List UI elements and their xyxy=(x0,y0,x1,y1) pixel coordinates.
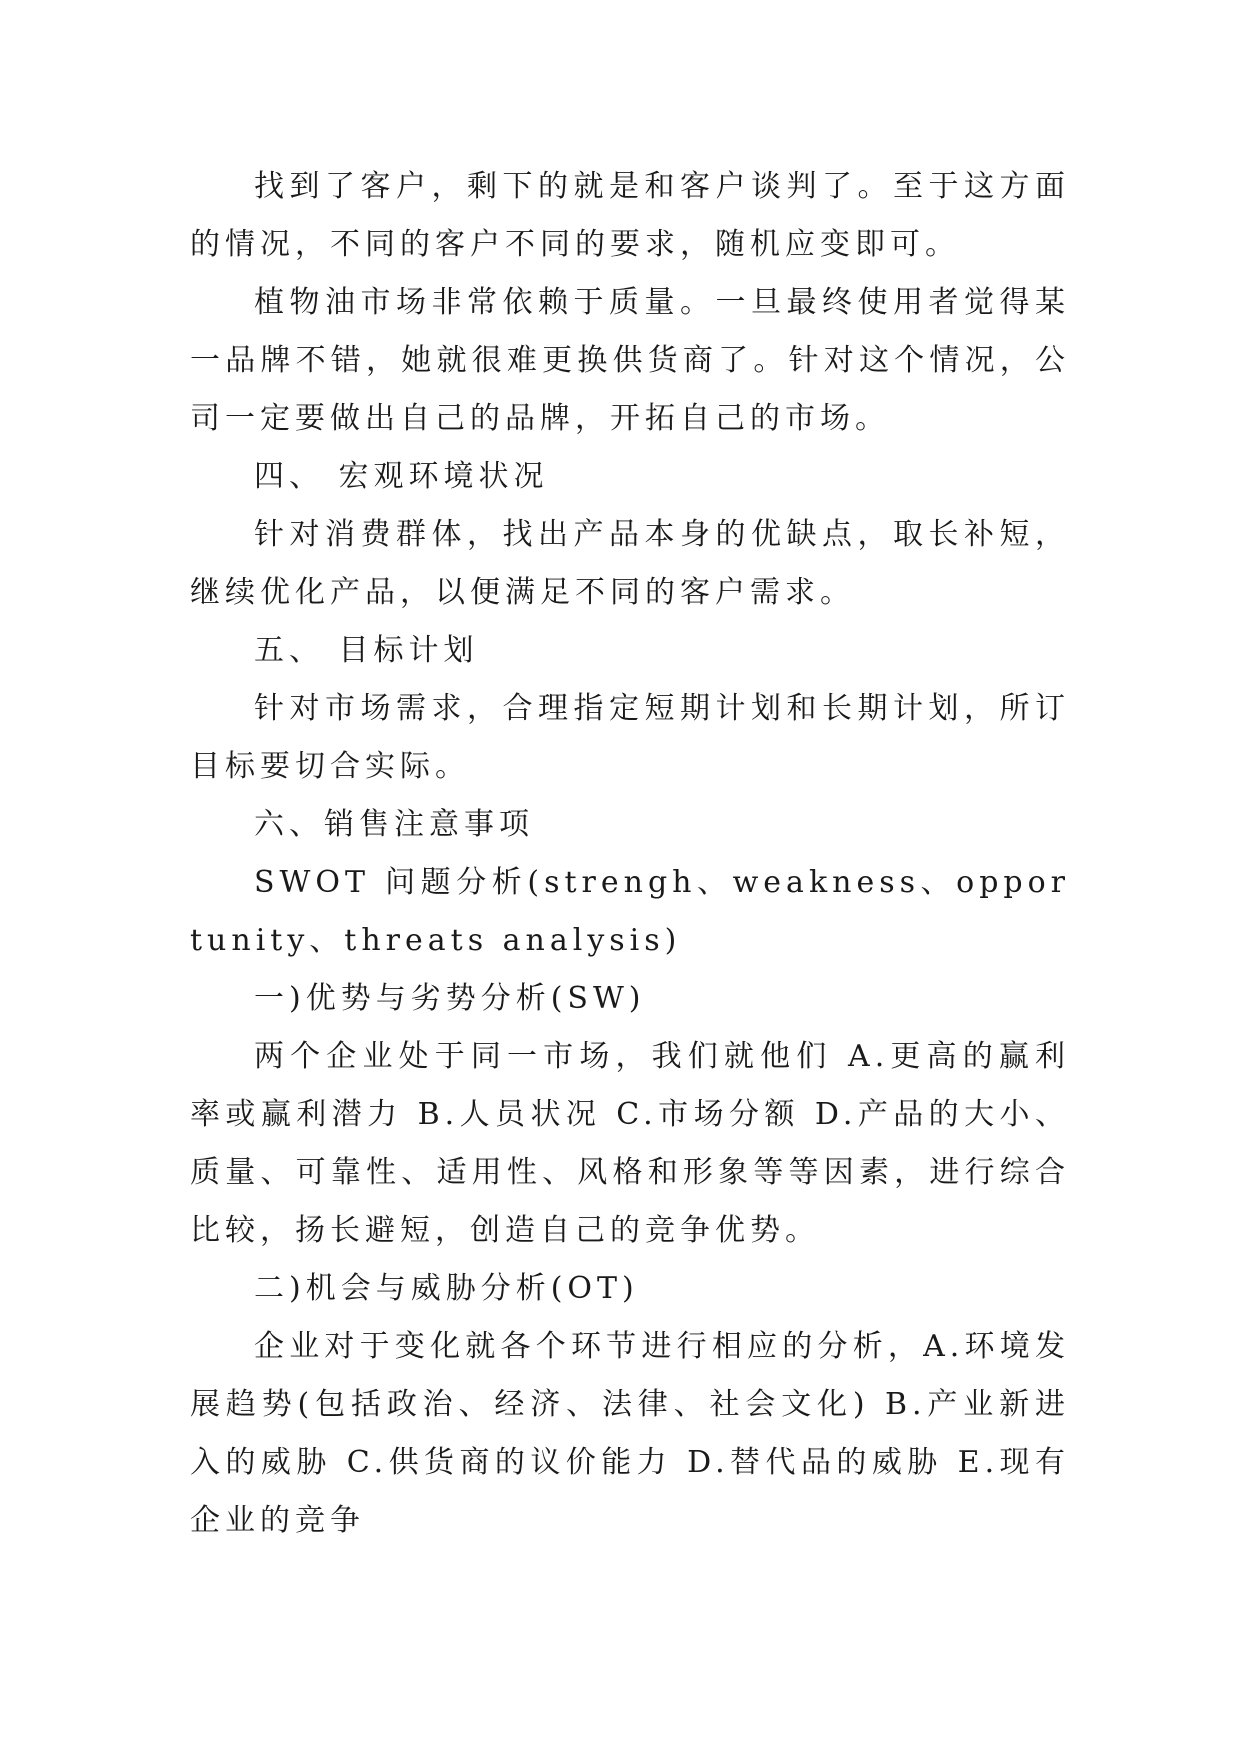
heading-sales-notes: 六、销售注意事项 xyxy=(254,807,534,842)
paragraph-brand-quality: 植物油市场非常依赖于质量。一旦最终使用者觉得某一品牌不错，她就很难更换供货商了。针对这个情况，公司一定要做出自己的品牌，开拓自己的市场。 xyxy=(190,285,1070,436)
paragraph-consumer-groups: 针对消费群体，找出产品本身的优缺点，取长补短，继续优化产品，以便满足不同的客户需求。 xyxy=(190,517,1070,610)
paragraph-ot-details: 企业对于变化就各个环节进行相应的分析，A.环境发展趋势(包括政治、经济、法律、社会文化) B.产业新进入的威胁 C.供货商的议价能力 D.替代品的威胁 E.现有企业的竞争 xyxy=(190,1329,1070,1538)
paragraph-market-demand: 针对市场需求，合理指定短期计划和长期计划，所订目标要切合实际。 xyxy=(190,691,1070,784)
paragraph-swot-intro: SWOT 问题分析(strengh、weakness、opportunity、threats analysis) xyxy=(190,865,1070,958)
heading-sw-analysis: 一)优势与劣势分析(SW) xyxy=(254,981,646,1016)
heading-ot-analysis: 二)机会与威胁分析(OT) xyxy=(254,1271,639,1306)
paragraph-negotiation: 找到了客户，剩下的就是和客户谈判了。至于这方面的情况，不同的客户不同的要求，随机应变即可。 xyxy=(190,169,1070,262)
paragraph-sw-details: 两个企业处于同一市场，我们就他们 A.更高的赢利率或赢利潜力 B.人员状况 C.市场分额 D.产品的大小、质量、可靠性、适用性、风格和形象等等因素，进行综合比较，扬长避短，创造自己的竞争优势。 xyxy=(190,1039,1070,1248)
heading-macro-environment: 四、 宏观环境状况 xyxy=(254,459,549,494)
heading-target-plan: 五、 目标计划 xyxy=(254,633,479,668)
document-body xyxy=(190,158,1070,1550)
